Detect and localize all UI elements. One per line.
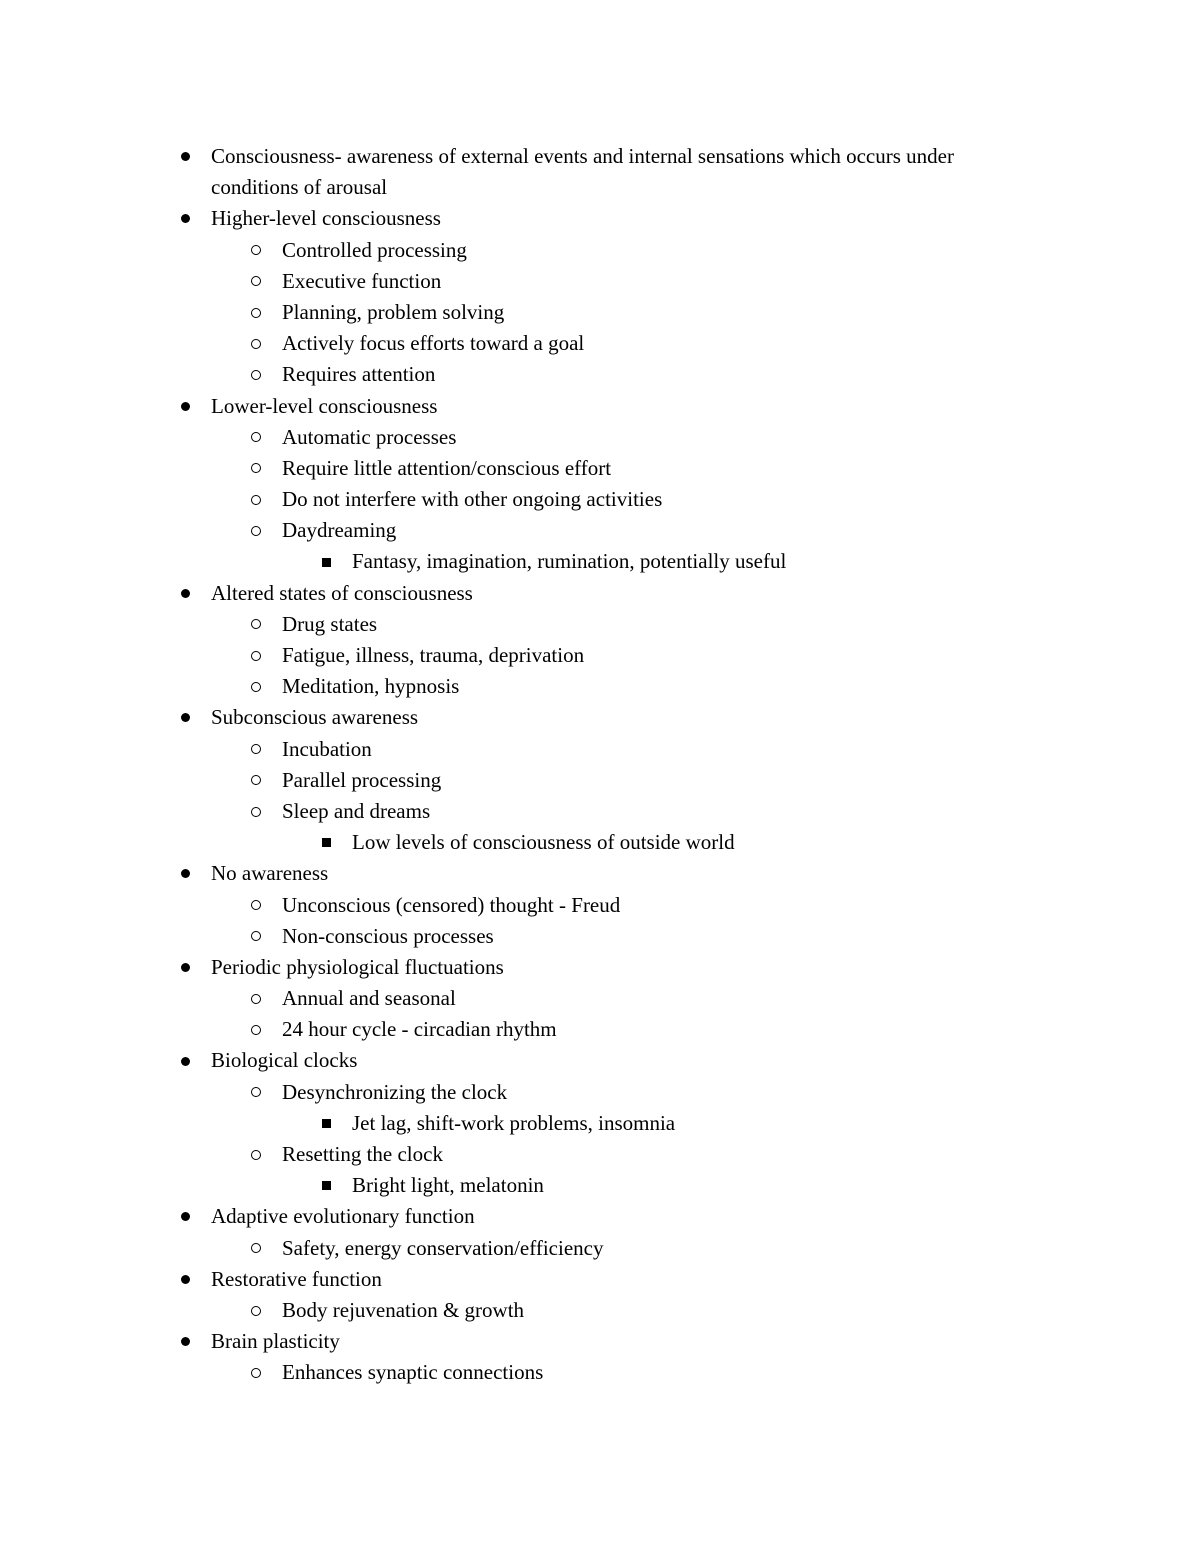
circle-bullet-icon <box>247 422 265 453</box>
circle-bullet-icon <box>247 609 265 640</box>
circle-bullet-icon <box>247 983 265 1014</box>
outline-item-level-1 <box>0 453 1200 484</box>
disc-bullet-icon-shape <box>181 713 190 722</box>
circle-bullet-icon-shape <box>251 1087 261 1097</box>
circle-bullet-icon <box>247 734 265 765</box>
disc-bullet-icon-shape <box>181 402 190 411</box>
outline-item-text: Safety, energy conservation/efficiency <box>282 1235 604 1260</box>
outline-item-level-1 <box>0 484 1200 515</box>
circle-bullet-icon <box>247 484 265 515</box>
outline-item-text: No awareness <box>211 861 329 886</box>
disc-bullet-icon <box>176 391 194 422</box>
outline-item-text: 24 hour cycle - circadian rhythm <box>282 1017 557 1042</box>
outline-item-text: Brain plasticity <box>211 1329 340 1354</box>
outline-item-level-1 <box>0 921 1200 952</box>
outline-item-text: Desynchronizing the clock <box>282 1079 508 1104</box>
outline-item-text: Planning, problem solving <box>282 299 505 324</box>
disc-bullet-icon-shape <box>181 869 190 878</box>
square-bullet-icon-shape <box>322 1119 331 1128</box>
circle-bullet-icon-shape <box>251 308 261 318</box>
disc-bullet-icon-shape <box>181 589 190 598</box>
square-bullet-icon <box>317 1108 335 1139</box>
disc-bullet-icon-shape <box>181 1212 190 1221</box>
disc-bullet-icon <box>176 1045 194 1076</box>
outline-item-level-1 <box>0 297 1200 328</box>
outline-item-text: Require little attention/conscious effort <box>282 455 612 480</box>
disc-bullet-icon-shape <box>181 214 190 223</box>
circle-bullet-icon <box>247 890 265 921</box>
circle-bullet-icon <box>247 297 265 328</box>
outline-item-text: Fatigue, illness, trauma, deprivation <box>282 643 585 667</box>
outline-item-text: Parallel processing <box>282 767 442 792</box>
outline-item-level-1 <box>0 359 1200 390</box>
circle-bullet-icon-shape <box>251 1150 261 1160</box>
outline-item-text: Sleep and dreams <box>282 798 431 823</box>
outline-item-text: Fantasy, imagination, rumination, potentially useful <box>352 549 787 574</box>
outline-item-level-1 <box>0 983 1200 1014</box>
outline-item-text: Meditation, hypnosis <box>282 674 460 699</box>
circle-bullet-icon-shape <box>251 744 261 754</box>
circle-bullet-icon-shape <box>251 775 261 785</box>
circle-bullet-icon <box>247 640 265 671</box>
outline-item-level-0 <box>0 1045 1200 1076</box>
circle-bullet-icon <box>247 796 265 827</box>
circle-bullet-icon-shape <box>251 1025 261 1035</box>
square-bullet-icon <box>317 827 335 858</box>
outline-item-level-0 <box>0 391 1200 422</box>
circle-bullet-icon <box>247 921 265 952</box>
disc-bullet-icon-shape <box>181 1057 190 1066</box>
outline-item-level-2 <box>0 1170 1200 1201</box>
outline-item-text: Adaptive evolutionary function <box>211 1204 475 1229</box>
outline-item-level-2 <box>0 827 1200 858</box>
outline-item-level-0 <box>0 172 1200 203</box>
circle-bullet-icon <box>247 1295 265 1326</box>
outline-item-level-1 <box>0 1014 1200 1045</box>
outline-item-level-0 <box>0 702 1200 733</box>
outline-item-text: Periodic physiological fluctuations <box>211 954 504 979</box>
outline-item-text: Enhances synaptic connections <box>282 1360 544 1385</box>
circle-bullet-icon <box>247 328 265 359</box>
outline-item-text: Subconscious awareness <box>211 705 419 730</box>
outline-item-level-0 <box>0 578 1200 609</box>
outline-item-text: Resetting the clock <box>282 1142 443 1166</box>
disc-bullet-icon-shape <box>181 1337 190 1346</box>
circle-bullet-icon-shape <box>251 619 261 629</box>
circle-bullet-icon-shape <box>251 339 261 349</box>
circle-bullet-icon <box>247 1357 265 1388</box>
outline-item-level-0 <box>0 1326 1200 1357</box>
outline-item-level-1 <box>0 1357 1200 1388</box>
outline-item-level-1 <box>0 765 1200 796</box>
outline-item-text: Incubation <box>282 736 372 761</box>
outline-item-level-1 <box>0 640 1200 671</box>
outline-item-text: Restorative function <box>211 1266 382 1291</box>
outline-item-text: Daydreaming <box>282 518 397 543</box>
circle-bullet-icon-shape <box>251 1306 261 1316</box>
outline-item-level-1 <box>0 266 1200 297</box>
outline-item-level-1 <box>0 515 1200 546</box>
outline-item-text: Executive function <box>282 268 442 293</box>
outline-item-level-1 <box>0 328 1200 359</box>
square-bullet-icon <box>317 546 335 577</box>
circle-bullet-icon-shape <box>251 931 261 941</box>
outline-item-level-0 <box>0 952 1200 983</box>
outline-item-level-0 <box>0 203 1200 234</box>
circle-bullet-icon <box>247 515 265 546</box>
outline-item-text: Low levels of consciousness of outside world <box>352 830 735 855</box>
outline-item-text: Requires attention <box>282 362 436 387</box>
circle-bullet-icon <box>247 1139 265 1170</box>
outline-item-text: Non-conscious processes <box>282 923 494 948</box>
circle-bullet-icon-shape <box>251 526 261 536</box>
circle-bullet-icon-shape <box>251 807 261 817</box>
disc-bullet-icon <box>176 578 194 609</box>
outline-item-text: Lower-level consciousness <box>211 393 438 418</box>
circle-bullet-icon-shape <box>251 463 261 473</box>
outline-item-text: Do not interfere with other ongoing activities <box>282 487 663 512</box>
outline-item-text: Higher-level consciousness <box>211 206 441 231</box>
outline-item-level-0 <box>0 1264 1200 1295</box>
circle-bullet-icon <box>247 1014 265 1045</box>
outline-item-level-1 <box>0 890 1200 921</box>
circle-bullet-icon <box>247 453 265 484</box>
circle-bullet-icon <box>247 1233 265 1264</box>
disc-bullet-icon-shape <box>181 963 190 972</box>
outline-item-level-2 <box>0 1108 1200 1139</box>
outline-item-level-1 <box>0 235 1200 266</box>
outline-item-text: Drug states <box>282 611 378 636</box>
outline-document <box>0 141 1200 1389</box>
outline-item-level-1 <box>0 734 1200 765</box>
outline-item-text: Biological clocks <box>211 1048 358 1073</box>
outline-item-level-0 <box>0 1201 1200 1232</box>
outline-item-level-1 <box>0 1233 1200 1264</box>
disc-bullet-icon <box>176 702 194 733</box>
circle-bullet-icon-shape <box>251 370 261 380</box>
outline-item-text: conditions of arousal <box>211 175 388 200</box>
circle-bullet-icon-shape <box>251 994 261 1004</box>
outline-item-text: Altered states of consciousness <box>211 580 473 605</box>
circle-bullet-icon <box>247 235 265 266</box>
outline-item-level-1 <box>0 1139 1200 1170</box>
disc-bullet-icon <box>176 203 194 234</box>
outline-item-level-1 <box>0 796 1200 827</box>
outline-item-text: Unconscious (censored) thought - Freud <box>282 892 621 917</box>
outline-item-level-1 <box>0 1295 1200 1326</box>
outline-item-level-1 <box>0 671 1200 702</box>
circle-bullet-icon-shape <box>251 432 261 442</box>
disc-bullet-icon-shape <box>181 1275 190 1284</box>
circle-bullet-icon <box>247 765 265 796</box>
outline-item-level-1 <box>0 609 1200 640</box>
outline-item-level-2 <box>0 546 1200 577</box>
circle-bullet-icon-shape <box>251 682 261 692</box>
circle-bullet-icon-shape <box>251 900 261 910</box>
outline-item-text: Actively focus efforts toward a goal <box>282 331 585 356</box>
circle-bullet-icon-shape <box>251 245 261 255</box>
square-bullet-icon-shape <box>322 558 331 567</box>
outline-item-level-0 <box>0 858 1200 889</box>
circle-bullet-icon <box>247 266 265 297</box>
outline-item-text: Bright light, melatonin <box>352 1173 544 1198</box>
outline-item-text: Consciousness- awareness of external events and internal sensations which occurs under <box>211 144 954 168</box>
circle-bullet-icon-shape <box>251 1243 261 1253</box>
outline-item-level-1 <box>0 1077 1200 1108</box>
outline-item-level-1 <box>0 422 1200 453</box>
disc-bullet-icon <box>176 858 194 889</box>
outline-item-text: Controlled processing <box>282 237 467 262</box>
square-bullet-icon <box>317 1170 335 1201</box>
disc-bullet-icon <box>176 141 194 172</box>
disc-bullet-icon <box>176 1201 194 1232</box>
circle-bullet-icon <box>247 1077 265 1108</box>
disc-bullet-icon <box>176 952 194 983</box>
disc-bullet-icon <box>176 1326 194 1357</box>
disc-bullet-icon-shape <box>181 152 190 161</box>
circle-bullet-icon <box>247 671 265 702</box>
disc-bullet-icon <box>176 1264 194 1295</box>
circle-bullet-icon-shape <box>251 495 261 505</box>
circle-bullet-icon <box>247 359 265 390</box>
square-bullet-icon-shape <box>322 1181 331 1190</box>
outline-item-text: Annual and seasonal <box>282 986 456 1011</box>
outline-item-text: Jet lag, shift-work problems, insomnia <box>352 1110 676 1135</box>
outline-item-level-0 <box>0 141 1200 172</box>
outline-item-text: Automatic processes <box>282 424 457 449</box>
circle-bullet-icon-shape <box>251 276 261 286</box>
circle-bullet-icon-shape <box>251 1368 261 1378</box>
outline-item-text: Body rejuvenation & growth <box>282 1297 525 1322</box>
circle-bullet-icon-shape <box>251 651 261 661</box>
square-bullet-icon-shape <box>322 838 331 847</box>
